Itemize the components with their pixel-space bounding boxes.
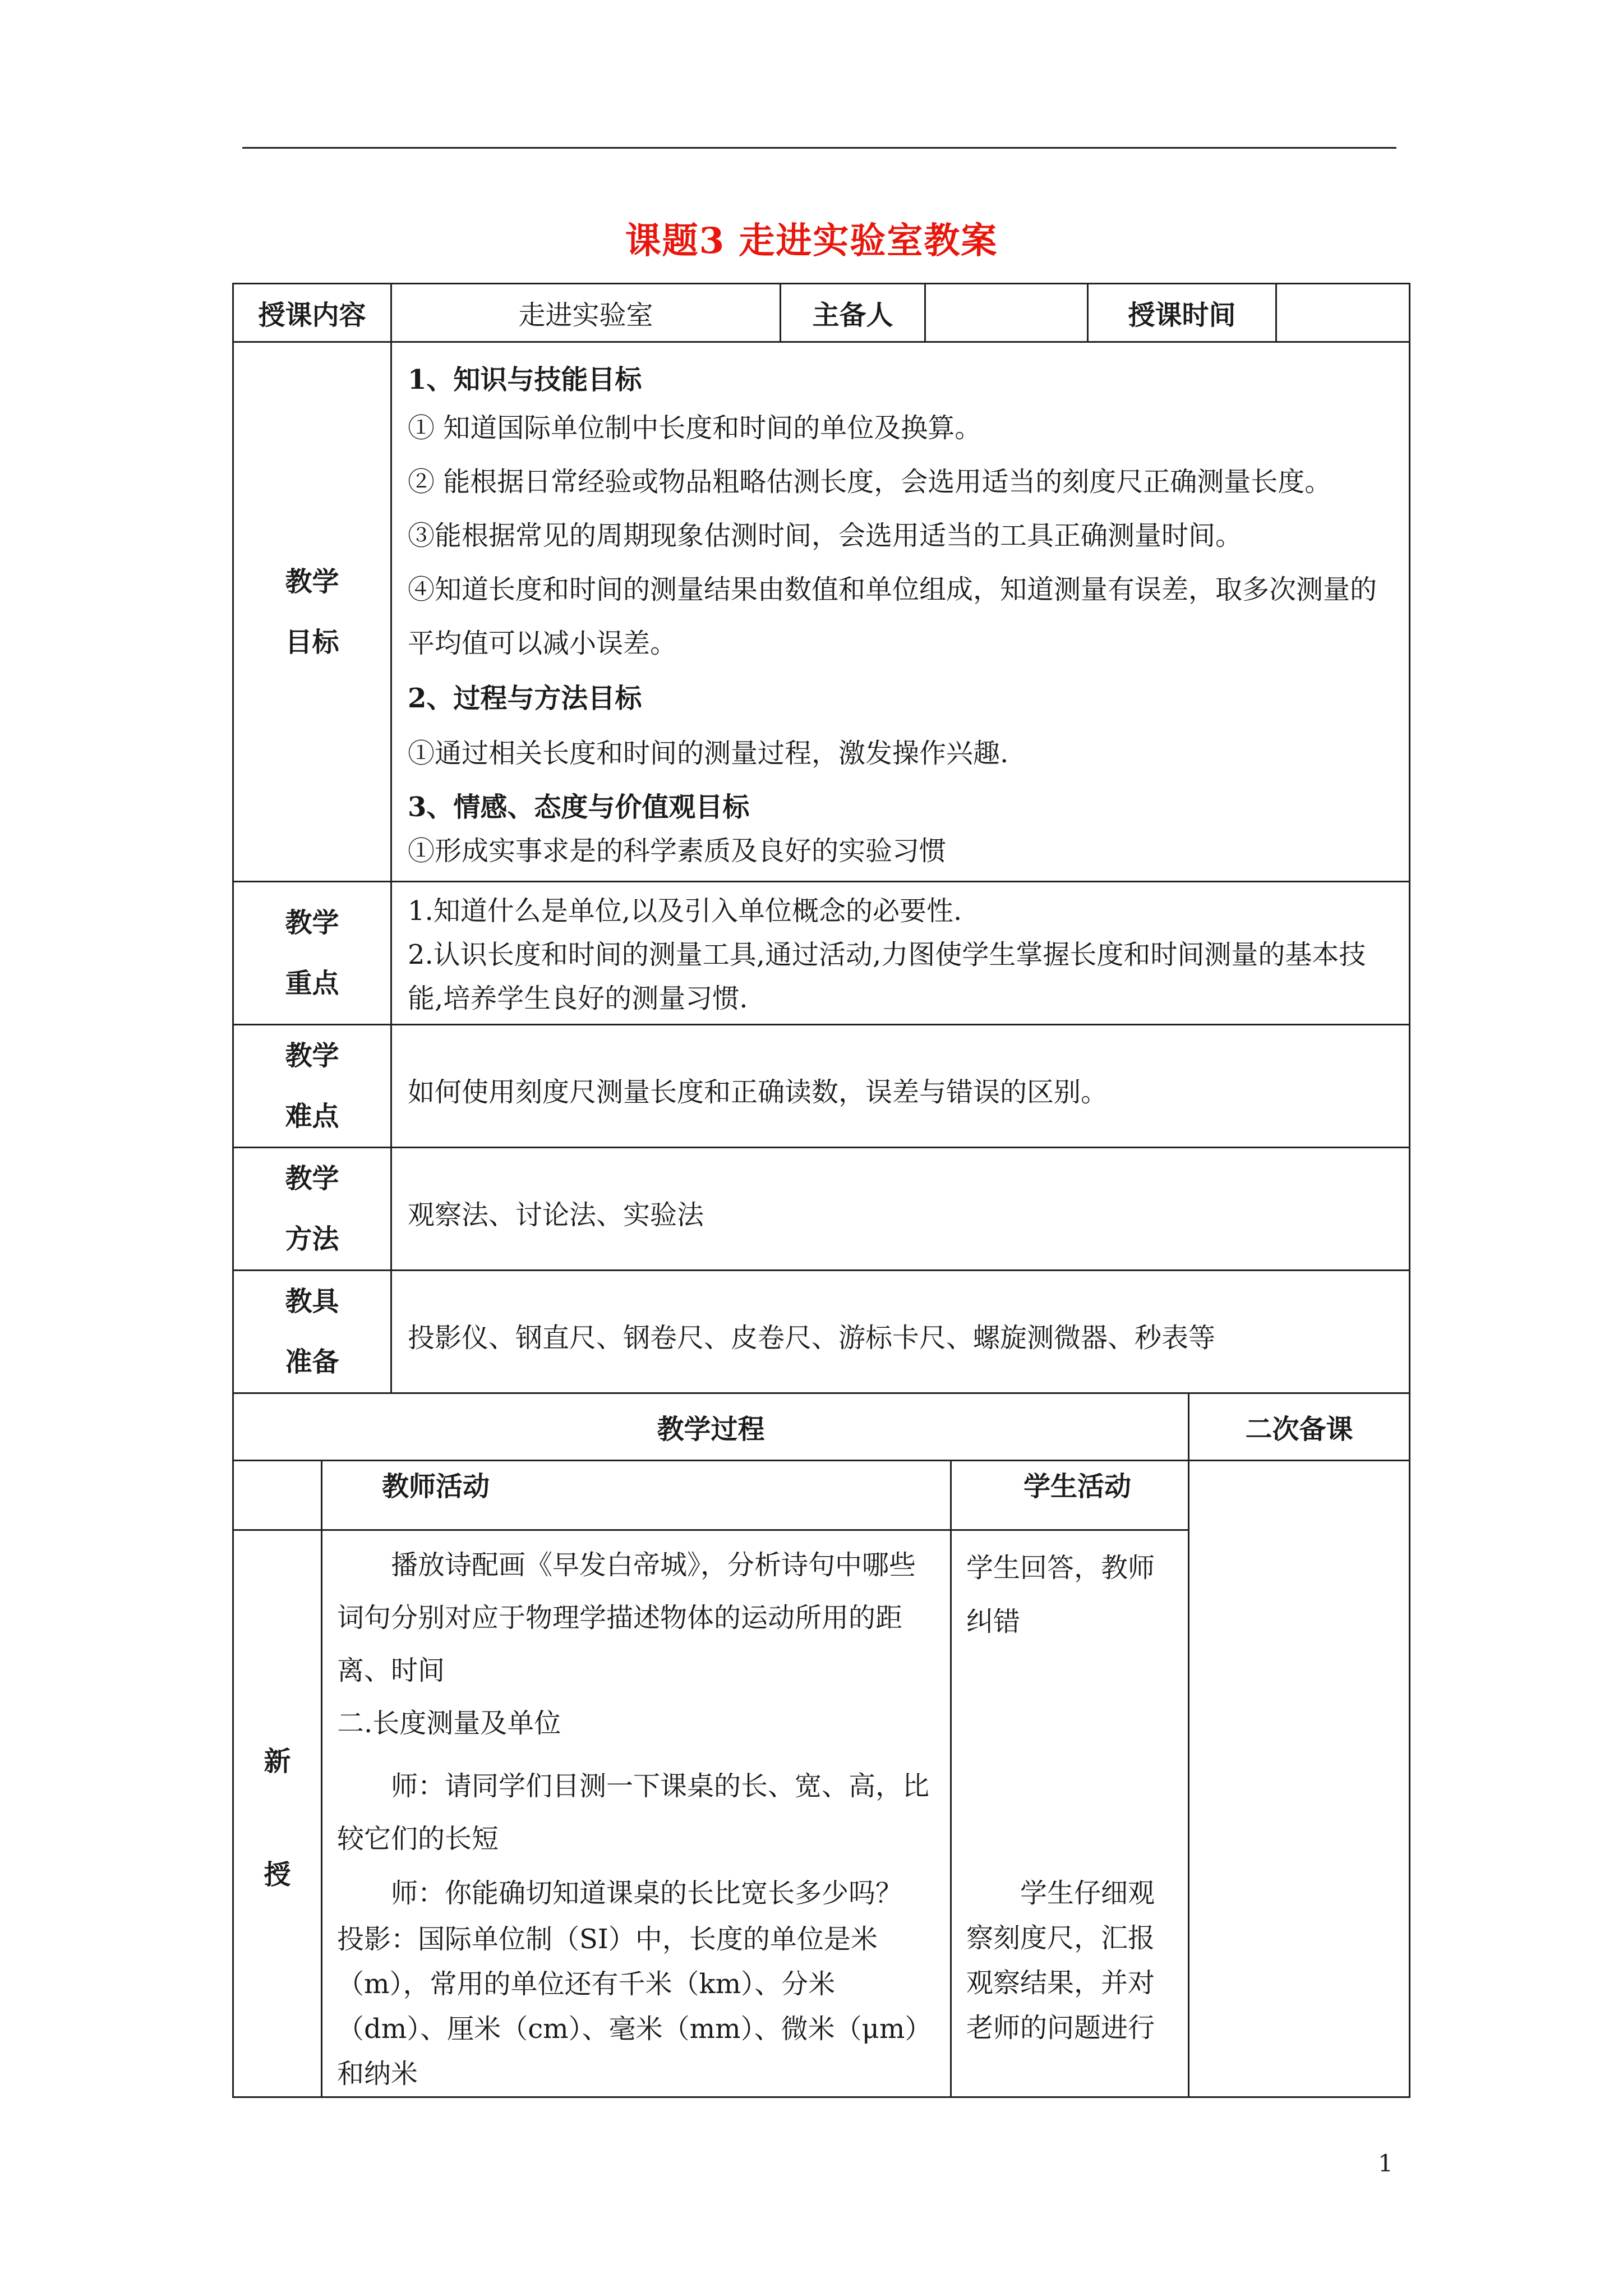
key-point-item: 2.认识长度和时间的测量工具,通过活动,力图使学生掌握长度和时间测量的基本技能,培养学生良好的测量习惯. — [408, 939, 1366, 1014]
goal-section-title: 1、知识与技能目标 — [408, 364, 642, 395]
goal-item: ② 能根据日常经验或物品粗略估测长度，会选用适当的刻度尺正确测量长度。 — [408, 466, 1332, 498]
document-title: 课题3 走进实验室教案 — [625, 220, 998, 262]
goal-item: ①通过相关长度和时间的测量过程，激发操作兴趣. — [408, 738, 1009, 769]
key-points-label: 教学 重点 — [233, 882, 391, 1025]
difficulties-content: 如何使用刻度尺测量长度和正确读数，误差与错误的区别。 — [391, 1025, 1410, 1148]
teacher-activity-content — [322, 1530, 951, 2097]
goals-label: 教学 目标 — [233, 342, 391, 882]
key-point-item: 1.知道什么是单位,以及引入单位概念的必要性. — [408, 895, 962, 927]
goal-item: ④知道长度和时间的测量结果由数值和单位组成，知道测量有误差，取多次测量的平均值可以减小误差。 — [408, 574, 1377, 659]
goal-section-title: 2、过程与方法目标 — [408, 683, 642, 714]
goal-item: ③能根据常见的周期现象估测时间，会选用适当的工具正确测量时间。 — [408, 520, 1243, 551]
teacher-step: 播放诗配画《早发白帝城》，分析诗句中哪些词句分别对应于物理学描述物体的运动所用的距离、时间 — [337, 1549, 916, 1686]
methods-row — [233, 1148, 1410, 1271]
time-value — [1276, 284, 1410, 342]
teaching-process-table — [232, 1392, 1410, 2098]
goals-content — [391, 342, 1410, 882]
goal-item: ① 知道国际单位制中长度和时间的单位及换算。 — [408, 412, 982, 444]
tools-content: 投影仪、钢直尺、钢卷尺、皮卷尺、游标卡尺、螺旋测微器、秒表等 — [391, 1271, 1410, 1393]
teacher-step: 师：请同学们目测一下课桌的长、宽、高，比较它们的长短 — [337, 1770, 930, 1855]
key-points-content — [391, 882, 1410, 1025]
teacher-activity-header: 教师活动 — [322, 1461, 951, 1530]
goal-section-title: 3、情感、态度与价值观目标 — [408, 792, 750, 823]
header-rule — [242, 147, 1396, 149]
tools-label: 教具 准备 — [233, 1271, 391, 1393]
tools-row — [233, 1271, 1410, 1393]
empty-cell — [233, 1461, 322, 1530]
second-prep-cell — [1189, 1461, 1410, 2097]
student-step: 学生回答，教师纠错 — [966, 1552, 1155, 1637]
key-points-row — [233, 882, 1410, 1025]
teacher-step: 投影：国际单位制（SI）中，长度的单位是米（m），常用的单位还有千米（km）、分米（dm）、厘米（cm）、毫米（mm）、微米（μm）和纳米 — [337, 1924, 932, 2090]
new-lesson-label: 新 授 — [233, 1530, 322, 2097]
preparer-label: 主备人 — [781, 284, 925, 342]
goals-row — [233, 342, 1410, 882]
difficulties-row — [233, 1025, 1410, 1148]
page-number: 1 — [1378, 2150, 1393, 2177]
lesson-info-table — [232, 283, 1410, 1394]
teacher-step: 师：你能确切知道课桌的长比宽长多少吗？ — [391, 1878, 903, 1909]
student-step: 学生仔细观察刻度尺，汇报观察结果，并对老师的问题进行 — [966, 1878, 1155, 2044]
difficulties-label: 教学 难点 — [233, 1025, 391, 1148]
student-activity-content — [951, 1530, 1189, 2097]
process-title: 教学过程 — [233, 1393, 1189, 1461]
time-label: 授课时间 — [1088, 284, 1276, 342]
methods-label: 教学 方法 — [233, 1148, 391, 1271]
student-activity-header: 学生活动 — [951, 1461, 1189, 1530]
process-header-row — [233, 1393, 1410, 1461]
goal-item: ①形成实事求是的科学素质及良好的实验习惯 — [408, 835, 947, 867]
header-row — [233, 284, 1410, 342]
second-prep-label: 二次备课 — [1189, 1393, 1410, 1461]
content-value: 走进实验室 — [391, 284, 781, 342]
methods-content: 观察法、讨论法、实验法 — [391, 1148, 1410, 1271]
preparer-value — [925, 284, 1088, 342]
content-label: 授课内容 — [233, 284, 391, 342]
activity-header-row — [233, 1461, 1410, 1530]
teacher-step: 二.长度测量及单位 — [337, 1708, 561, 1739]
